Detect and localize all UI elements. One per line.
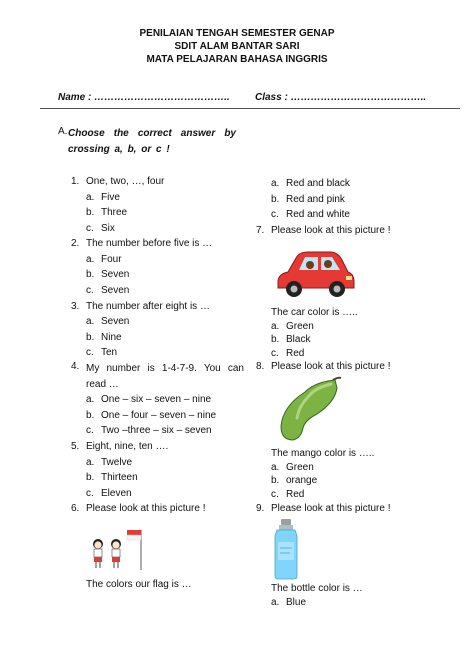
option-letter: a. xyxy=(86,254,95,265)
red-car-image xyxy=(274,244,356,302)
question-number: 6. xyxy=(71,503,80,514)
subject-name: MATA PELAJARAN BAHASA INGGRIS xyxy=(146,54,328,65)
question-9-caption: The bottle color is … xyxy=(271,583,363,594)
exam-title: PENILAIAN TENGAH SEMESTER GENAP xyxy=(139,28,335,39)
option-letter: a. xyxy=(271,597,280,608)
option-text: orange xyxy=(286,475,318,486)
option-letter: c. xyxy=(271,348,279,359)
question-7-caption: The car color is ….. xyxy=(271,307,358,318)
class-field[interactable]: Class : ………………………………….. xyxy=(255,92,427,103)
question-text: Please look at this picture ! xyxy=(271,503,391,514)
option-text: Twelve xyxy=(101,457,133,468)
question-text: Please look at this picture ! xyxy=(271,361,391,372)
question-text: Please look at this picture ! xyxy=(86,503,206,514)
option-text: Green xyxy=(286,462,314,473)
option-letter: b. xyxy=(86,269,95,280)
exam-header xyxy=(0,27,474,66)
option-letter: a. xyxy=(271,462,280,473)
question-number: 5. xyxy=(71,441,80,452)
option-letter: b. xyxy=(271,194,280,205)
option-letter: a. xyxy=(271,321,280,332)
name-field[interactable]: Name : ………………………………….. xyxy=(58,92,230,103)
question-number: 1. xyxy=(71,176,80,187)
option-text: Black xyxy=(286,334,311,345)
question-text: My number is 1-4-7-9. You can read … xyxy=(86,363,244,390)
option-text: Seven xyxy=(101,269,130,280)
option-text: One – six – seven – nine xyxy=(101,394,212,405)
option-letter: a. xyxy=(86,192,95,203)
option-text: Eleven xyxy=(101,488,132,499)
blue-bottle-image xyxy=(272,518,300,580)
option-text: Seven xyxy=(101,316,130,327)
option-letter: b. xyxy=(86,332,95,343)
option-letter: c. xyxy=(86,347,94,358)
question-text: Eight, nine, ten …. xyxy=(86,441,169,452)
option-text: Red and black xyxy=(286,178,350,189)
option-text: Thirteen xyxy=(101,472,138,483)
question-number: 3. xyxy=(71,301,80,312)
option-letter: c. xyxy=(86,425,94,436)
option-letter: c. xyxy=(86,223,94,234)
option-text: Five xyxy=(101,192,120,203)
option-text: Blue xyxy=(286,597,307,608)
option-text: Red xyxy=(286,489,305,500)
option-letter: b. xyxy=(86,207,95,218)
question-number: 7. xyxy=(256,225,265,236)
question-number: 2. xyxy=(71,238,80,249)
mango-image xyxy=(275,376,343,444)
flag-children-image xyxy=(86,522,156,572)
option-letter: b. xyxy=(271,475,280,486)
question-text: The number before five is … xyxy=(86,238,213,249)
option-letter: c. xyxy=(271,209,279,220)
option-letter: a. xyxy=(86,394,95,405)
school-name: SDIT ALAM BANTAR SARI xyxy=(174,41,300,52)
option-letter: a. xyxy=(86,316,95,327)
option-text: Red xyxy=(286,348,305,359)
option-text: Red and white xyxy=(286,209,350,220)
option-letter: a. xyxy=(271,178,280,189)
question-number: 8. xyxy=(256,361,265,372)
option-text: Red and pink xyxy=(286,194,345,205)
question-number: 4. xyxy=(71,361,80,372)
option-letter: c. xyxy=(86,285,94,296)
question-number: 9. xyxy=(256,503,265,514)
option-letter: a. xyxy=(86,457,95,468)
question-6-caption: The colors our flag is … xyxy=(86,579,192,590)
option-letter: b. xyxy=(86,410,95,421)
question-text: The number after eight is … xyxy=(86,301,210,312)
option-text: Green xyxy=(286,321,314,332)
option-letter: b. xyxy=(86,472,95,483)
section-letter: A. xyxy=(58,126,68,137)
option-letter: c. xyxy=(86,488,94,499)
option-letter: c. xyxy=(271,489,279,500)
option-text: Six xyxy=(101,223,115,234)
question-text: Please look at this picture ! xyxy=(271,225,391,236)
option-letter: b. xyxy=(271,334,280,345)
option-text: One – four – seven – nine xyxy=(101,410,217,421)
option-text: Nine xyxy=(101,332,122,343)
option-text: Four xyxy=(101,254,122,265)
option-text: Three xyxy=(101,207,128,218)
question-8-caption: The mango color is ….. xyxy=(271,448,375,459)
option-text: Seven xyxy=(101,285,130,296)
section-instruction: Choose the correct answer by crossing a, b, or c ! xyxy=(68,128,236,155)
question-text: One, two, …, four xyxy=(86,176,165,187)
option-text: Ten xyxy=(101,347,118,358)
option-text: Two –three – six – seven xyxy=(101,425,212,436)
header-divider xyxy=(40,108,460,109)
